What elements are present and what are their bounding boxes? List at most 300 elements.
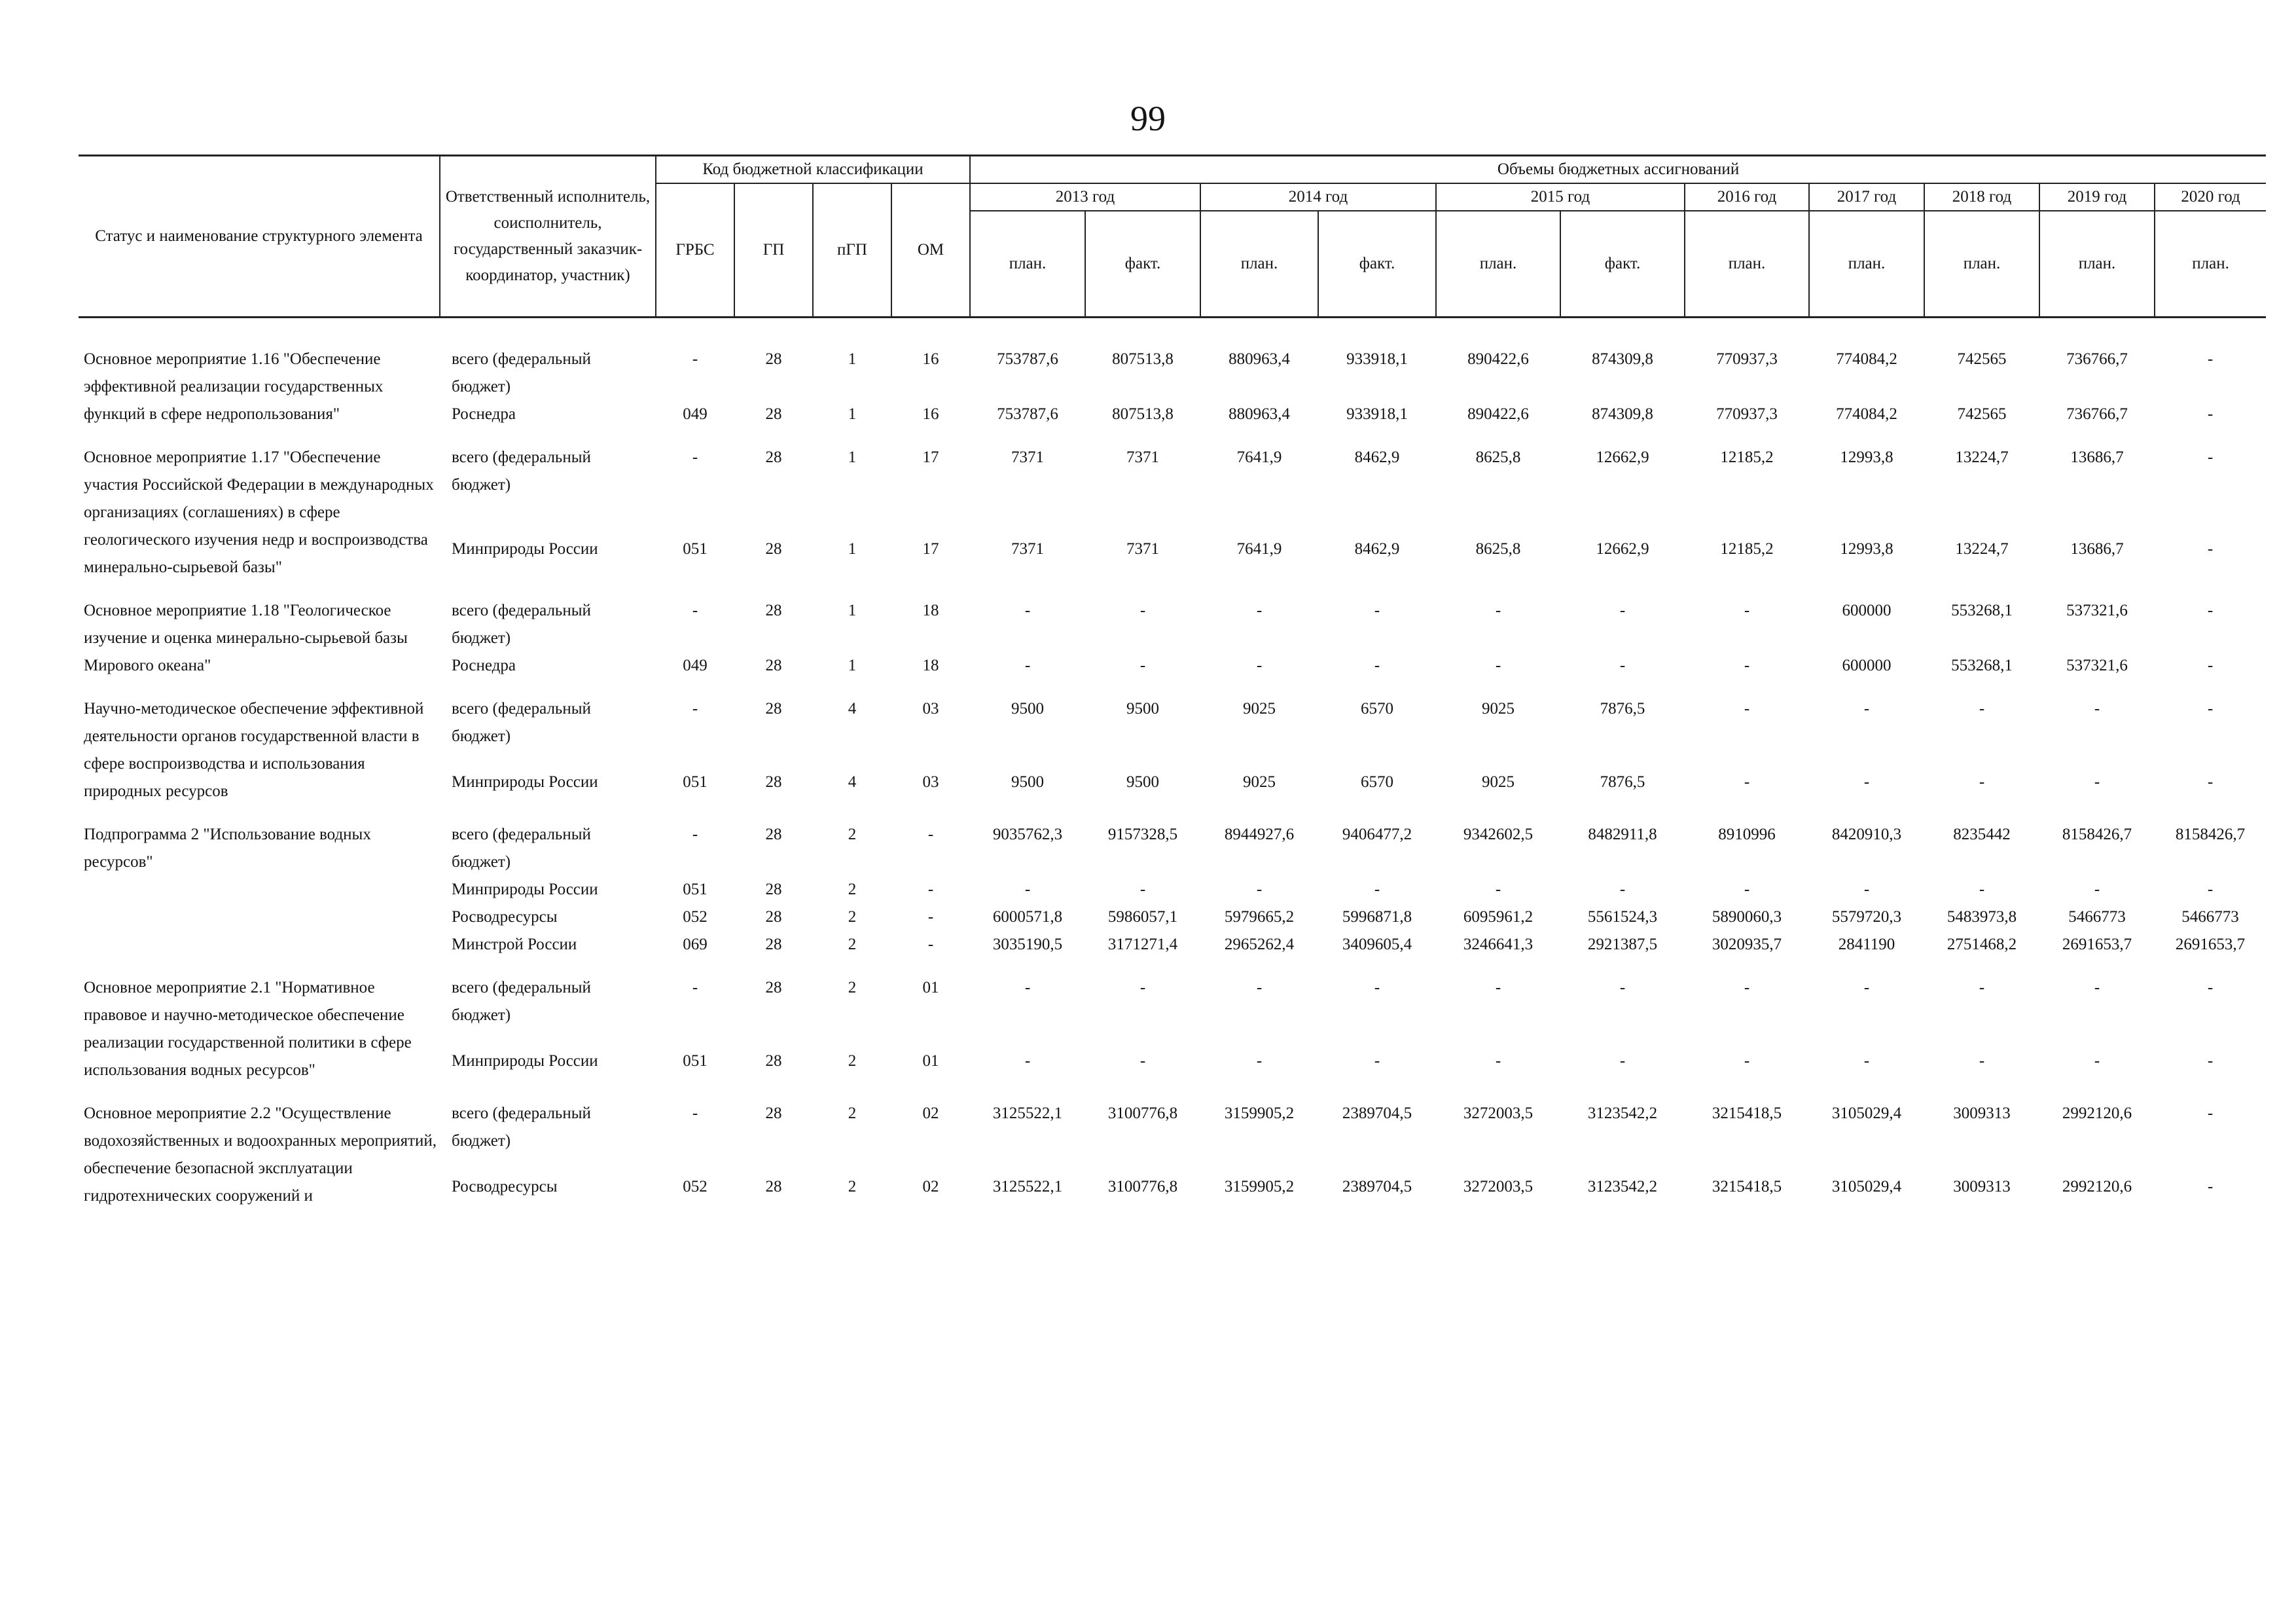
value-2013-plan: -: [1024, 657, 1031, 674]
spacer-cell: [79, 805, 2266, 821]
gp-cell: 28: [765, 700, 782, 718]
value-2014-fact: 3409605,4: [1342, 936, 1412, 953]
value-2014-plan: 9025: [1243, 773, 1276, 791]
value-2020-plan: -: [2207, 1178, 2214, 1195]
value-2013-fact: -: [1139, 657, 1146, 674]
value-2020-plan: 8158426,7: [2175, 826, 2246, 843]
value-2016-plan: 5890060,3: [1712, 908, 1782, 926]
responsible-cell: Росводресурсы: [452, 908, 558, 926]
value-2017-plan: 600000: [1842, 657, 1892, 674]
value-2014-plan: -: [1256, 602, 1263, 619]
value-2013-fact: 7371: [1126, 448, 1159, 466]
value-2016-plan: 12185,2: [1720, 448, 1774, 466]
group-spacer: [79, 428, 2266, 444]
value-2013-plan: 7371: [1011, 540, 1044, 558]
value-2018-plan: 8235442: [1953, 826, 2011, 843]
value-2015-plan: -: [1495, 602, 1501, 619]
value-2016-plan: 3020935,7: [1712, 936, 1782, 953]
value-2019-plan: 736766,7: [2066, 405, 2128, 423]
value-2014-fact: 6570: [1361, 700, 1393, 718]
table-row: [79, 821, 2266, 876]
group-spacer: [79, 680, 2266, 695]
header-fact: факт.: [1560, 211, 1685, 317]
value-2016-plan: -: [1744, 979, 1750, 996]
value-2014-plan: -: [1256, 881, 1263, 898]
gp-cell: 28: [765, 881, 782, 898]
gp-cell: 28: [765, 773, 782, 791]
gp-cell: 28: [765, 908, 782, 926]
om-cell: -: [927, 936, 934, 953]
value-2018-plan: 3009313: [1953, 1104, 2011, 1122]
value-2014-plan: 5979665,2: [1224, 908, 1295, 926]
value-2019-plan: 5466773: [2068, 908, 2126, 926]
value-2016-plan: -: [1744, 602, 1750, 619]
value-2013-plan: 9500: [1011, 773, 1044, 791]
value-2013-fact: 9157328,5: [1107, 826, 1178, 843]
value-2013-fact: 9500: [1126, 700, 1159, 718]
om-cell: 03: [922, 700, 939, 718]
om-cell: 03: [922, 773, 939, 791]
value-2020-plan: -: [2207, 350, 2214, 368]
om-cell: 01: [922, 979, 939, 996]
value-2017-plan: -: [1863, 979, 1870, 996]
value-2018-plan: 5483973,8: [1946, 908, 2017, 926]
header-year-2016: 2016 год: [1685, 183, 1809, 211]
responsible-cell: Роснедра: [452, 657, 516, 674]
element-name: Основное мероприятие 1.18 "Геологическое изучение и оценка минерально-сырьевой базы Мирового океана": [84, 602, 408, 674]
value-2018-plan: 2751468,2: [1946, 936, 2017, 953]
value-2014-fact: 6570: [1361, 773, 1393, 791]
value-2016-plan: 12185,2: [1720, 540, 1774, 558]
responsible-cell: всего (федеральный бюджет): [452, 448, 591, 494]
value-2017-plan: -: [1863, 700, 1870, 718]
header-plan: план.: [1685, 211, 1809, 317]
value-2020-plan: -: [2207, 405, 2214, 423]
pgp-cell: 4: [848, 773, 857, 791]
responsible-cell: всего (федеральный бюджет): [452, 826, 591, 871]
value-2019-plan: -: [2094, 979, 2100, 996]
om-cell: 02: [922, 1178, 939, 1195]
header-plan: план.: [1809, 211, 1924, 317]
page-number: 99: [1130, 99, 1166, 138]
grbs-cell: -: [692, 1104, 698, 1122]
value-2020-plan: -: [2207, 657, 2214, 674]
value-2018-plan: -: [1979, 700, 1985, 718]
value-2014-fact: 933918,1: [1346, 350, 1408, 368]
value-2017-plan: 600000: [1842, 602, 1892, 619]
value-2019-plan: 537321,6: [2066, 602, 2128, 619]
om-cell: 18: [922, 657, 939, 674]
pgp-cell: 1: [848, 540, 857, 558]
spacer-cell: [79, 958, 2266, 974]
header-plan: план.: [2155, 211, 2266, 317]
spacer-cell: [79, 1084, 2266, 1100]
grbs-cell: 052: [683, 908, 708, 926]
value-2013-plan: -: [1024, 881, 1031, 898]
value-2013-plan: 9035762,3: [992, 826, 1063, 843]
responsible-cell: всего (федеральный бюджет): [452, 1104, 591, 1150]
value-2015-fact: -: [1619, 657, 1626, 674]
value-2016-plan: 770937,3: [1716, 405, 1778, 423]
value-2015-plan: 3272003,5: [1463, 1104, 1534, 1122]
value-2014-plan: 880963,4: [1229, 405, 1290, 423]
responsible-cell: Минприроды России: [452, 773, 598, 791]
value-2020-plan: -: [2207, 773, 2214, 791]
value-2015-plan: 890422,6: [1467, 405, 1529, 423]
element-name: Основное мероприятие 2.1 "Нормативное правовое и научно-методическое обеспечение реализации государственной политики в сфере использования водных ресурсов": [84, 979, 412, 1079]
pgp-cell: 2: [848, 979, 857, 996]
table-row: [79, 695, 2266, 769]
group-spacer: [79, 581, 2266, 597]
grbs-cell: 051: [683, 540, 708, 558]
value-2020-plan: 5466773: [2181, 908, 2239, 926]
value-2020-plan: -: [2207, 881, 2214, 898]
responsible-cell: всего (федеральный бюджет): [452, 979, 591, 1024]
value-2016-plan: 8910996: [1718, 826, 1776, 843]
value-2014-fact: 9406477,2: [1342, 826, 1412, 843]
gp-cell: 28: [765, 1052, 782, 1070]
responsible-cell: всего (федеральный бюджет): [452, 602, 591, 647]
value-2013-fact: -: [1139, 602, 1146, 619]
value-2018-plan: -: [1979, 773, 1985, 791]
om-cell: 18: [922, 602, 939, 619]
gp-cell: 28: [765, 936, 782, 953]
table-row: [79, 444, 2266, 536]
budget-table-body: [79, 346, 2266, 1210]
element-name: Подпрограмма 2 "Использование водных ресурсов": [84, 826, 371, 871]
group-spacer: [79, 958, 2266, 974]
value-2014-plan: 8944927,6: [1224, 826, 1295, 843]
value-2015-fact: 3123542,2: [1587, 1104, 1658, 1122]
om-cell: -: [927, 908, 934, 926]
header-plan: план.: [1436, 211, 1560, 317]
value-2015-plan: 6095961,2: [1463, 908, 1534, 926]
value-2019-plan: -: [2094, 700, 2100, 718]
value-2019-plan: 2992120,6: [2062, 1178, 2132, 1195]
grbs-cell: 051: [683, 773, 708, 791]
group-spacer: [79, 1084, 2266, 1100]
value-2016-plan: -: [1744, 1052, 1750, 1070]
pgp-cell: 1: [848, 602, 857, 619]
value-2014-fact: -: [1374, 602, 1380, 619]
header-year-2019: 2019 год: [2039, 183, 2155, 211]
value-2020-plan: -: [2207, 700, 2214, 718]
value-2017-plan: 774084,2: [1836, 350, 1897, 368]
header-plan: план.: [1924, 211, 2039, 317]
grbs-cell: -: [692, 700, 698, 718]
value-2019-plan: -: [2094, 1052, 2100, 1070]
value-2013-fact: 807513,8: [1112, 350, 1174, 368]
value-2014-plan: -: [1256, 979, 1263, 996]
gp-cell: 28: [765, 826, 782, 843]
pgp-cell: 2: [848, 1178, 857, 1195]
value-2016-plan: -: [1744, 657, 1750, 674]
header-fact: факт.: [1318, 211, 1436, 317]
value-2013-plan: 9500: [1011, 700, 1044, 718]
value-2017-plan: 5579720,3: [1831, 908, 1902, 926]
value-2017-plan: 3105029,4: [1831, 1178, 1902, 1195]
value-2015-plan: -: [1495, 881, 1501, 898]
pgp-cell: 2: [848, 826, 857, 843]
value-2015-plan: -: [1495, 657, 1501, 674]
header-year-2018: 2018 год: [1924, 183, 2039, 211]
table-row: [79, 1100, 2266, 1173]
value-2019-plan: -: [2094, 881, 2100, 898]
value-2020-plan: -: [2207, 1104, 2214, 1122]
grbs-cell: 049: [683, 657, 708, 674]
value-2014-fact: 2389704,5: [1342, 1178, 1412, 1195]
value-2014-fact: -: [1374, 979, 1380, 996]
value-2015-fact: 8482911,8: [1588, 826, 1657, 843]
value-2019-plan: 13686,7: [2070, 540, 2124, 558]
value-2013-plan: -: [1024, 979, 1031, 996]
header-volumes: Объемы бюджетных ассигнований: [970, 156, 2266, 184]
value-2020-plan: -: [2207, 602, 2214, 619]
value-2016-plan: 3215418,5: [1712, 1104, 1782, 1122]
om-cell: 16: [922, 405, 939, 423]
value-2015-fact: 874309,8: [1592, 350, 1653, 368]
value-2020-plan: -: [2207, 540, 2214, 558]
value-2019-plan: 537321,6: [2066, 657, 2128, 674]
value-2019-plan: 8158426,7: [2062, 826, 2132, 843]
value-2017-plan: 12993,8: [1840, 448, 1893, 466]
value-2014-plan: 7641,9: [1236, 448, 1282, 466]
value-2015-plan: 8625,8: [1475, 448, 1521, 466]
value-2015-fact: 12662,9: [1596, 540, 1649, 558]
value-2020-plan: -: [2207, 448, 2214, 466]
value-2018-plan: 742565: [1957, 405, 2007, 423]
header-pgp: пГП: [813, 183, 891, 317]
responsible-cell: всего (федеральный бюджет): [452, 350, 591, 395]
value-2016-plan: 770937,3: [1716, 350, 1778, 368]
element-name: Основное мероприятие 1.17 "Обеспечение участия Российской Федерации в международных организациях (соглашениях) в сфере геологического изучения недр и воспроизводства минерально-сырьевой базы": [84, 448, 434, 576]
header-year-2013: 2013 год: [970, 183, 1200, 211]
value-2019-plan: 2992120,6: [2062, 1104, 2132, 1122]
value-2013-plan: 7371: [1011, 448, 1044, 466]
pgp-cell: 2: [848, 1104, 857, 1122]
value-2015-plan: 9025: [1482, 700, 1515, 718]
grbs-cell: 049: [683, 405, 708, 423]
value-2018-plan: 553268,1: [1951, 602, 2013, 619]
value-2015-fact: -: [1619, 602, 1626, 619]
grbs-cell: 052: [683, 1178, 708, 1195]
pgp-cell: 1: [848, 657, 857, 674]
value-2013-fact: 7371: [1126, 540, 1159, 558]
value-2015-plan: 3246641,3: [1463, 936, 1534, 953]
value-2014-plan: 2965262,4: [1224, 936, 1295, 953]
value-2013-plan: -: [1024, 1052, 1031, 1070]
pgp-cell: 4: [848, 700, 857, 718]
header-plan: план.: [2039, 211, 2155, 317]
om-cell: -: [927, 881, 934, 898]
value-2015-fact: 7876,5: [1600, 773, 1645, 791]
gp-cell: 28: [765, 448, 782, 466]
value-2015-fact: 5561524,3: [1587, 908, 1658, 926]
responsible-cell: Минприроды России: [452, 881, 598, 898]
value-2017-plan: 3105029,4: [1831, 1104, 1902, 1122]
header-year-2015: 2015 год: [1436, 183, 1685, 211]
grbs-cell: 051: [683, 881, 708, 898]
value-2013-plan: 6000571,8: [992, 908, 1063, 926]
spacer-cell: [79, 680, 2266, 695]
value-2014-plan: 880963,4: [1229, 350, 1290, 368]
value-2015-plan: 8625,8: [1475, 540, 1521, 558]
value-2015-plan: 9342602,5: [1463, 826, 1534, 843]
value-2015-fact: -: [1619, 979, 1626, 996]
value-2014-fact: -: [1374, 881, 1380, 898]
value-2015-fact: 12662,9: [1596, 448, 1649, 466]
value-2013-fact: -: [1139, 1052, 1146, 1070]
value-2015-fact: 874309,8: [1592, 405, 1653, 423]
grbs-cell: -: [692, 602, 698, 619]
value-2015-plan: 890422,6: [1467, 350, 1529, 368]
value-2017-plan: -: [1863, 1052, 1870, 1070]
value-2013-plan: -: [1024, 602, 1031, 619]
om-cell: 02: [922, 1104, 939, 1122]
value-2018-plan: 13224,7: [1955, 448, 2009, 466]
value-2013-plan: 3035190,5: [992, 936, 1063, 953]
value-2015-fact: -: [1619, 1052, 1626, 1070]
value-2014-plan: -: [1256, 657, 1263, 674]
value-2017-plan: 8420910,3: [1831, 826, 1902, 843]
value-2018-plan: -: [1979, 979, 1985, 996]
value-2013-plan: 3125522,1: [992, 1178, 1063, 1195]
header-fact: факт.: [1085, 211, 1200, 317]
value-2013-fact: 807513,8: [1112, 405, 1174, 423]
value-2019-plan: 13686,7: [2070, 448, 2124, 466]
header-om: ОМ: [891, 183, 970, 317]
header-plan: план.: [970, 211, 1085, 317]
value-2016-plan: -: [1744, 700, 1750, 718]
value-2013-fact: 3100776,8: [1107, 1104, 1178, 1122]
om-cell: 17: [922, 540, 939, 558]
value-2015-fact: 2921387,5: [1587, 936, 1658, 953]
spacer-cell: [79, 428, 2266, 444]
value-2013-fact: -: [1139, 881, 1146, 898]
pgp-cell: 1: [848, 448, 857, 466]
value-2016-plan: -: [1744, 773, 1750, 791]
header-year-2014: 2014 год: [1200, 183, 1436, 211]
pgp-cell: 2: [848, 881, 857, 898]
value-2013-fact: -: [1139, 979, 1146, 996]
gp-cell: 28: [765, 979, 782, 996]
grbs-cell: -: [692, 350, 698, 368]
value-2020-plan: 2691653,7: [2175, 936, 2246, 953]
element-name: Научно-методическое обеспечение эффективной деятельности органов государственной власти в сфере воспроизводства и использования природных ресурсов: [84, 700, 424, 800]
gp-cell: 28: [765, 350, 782, 368]
value-2014-fact: 933918,1: [1346, 405, 1408, 423]
header-gp: ГП: [734, 183, 813, 317]
grbs-cell: -: [692, 826, 698, 843]
responsible-cell: Роснедра: [452, 405, 516, 423]
pgp-cell: 2: [848, 936, 857, 953]
gp-cell: 28: [765, 602, 782, 619]
value-2018-plan: 13224,7: [1955, 540, 2009, 558]
value-2014-fact: 2389704,5: [1342, 1104, 1412, 1122]
value-2018-plan: 3009313: [1953, 1178, 2011, 1195]
value-2014-plan: 3159905,2: [1224, 1104, 1295, 1122]
value-2014-fact: 5996871,8: [1342, 908, 1412, 926]
pgp-cell: 2: [848, 1052, 857, 1070]
pgp-cell: 1: [848, 405, 857, 423]
value-2014-fact: 8462,9: [1354, 448, 1400, 466]
value-2014-fact: 8462,9: [1354, 540, 1400, 558]
responsible-cell: Минстрой России: [452, 936, 577, 953]
value-2016-plan: 3215418,5: [1712, 1178, 1782, 1195]
element-name: Основное мероприятие 1.16 "Обеспечение эффективной реализации государственных функций в сфере недропользования": [84, 350, 384, 423]
grbs-cell: 069: [683, 936, 708, 953]
value-2014-fact: -: [1374, 1052, 1380, 1070]
value-2013-fact: 9500: [1126, 773, 1159, 791]
value-2019-plan: 736766,7: [2066, 350, 2128, 368]
value-2014-plan: 7641,9: [1236, 540, 1282, 558]
value-2017-plan: -: [1863, 773, 1870, 791]
gp-cell: 28: [765, 1178, 782, 1195]
value-2017-plan: 2841190: [1838, 936, 1895, 953]
value-2013-plan: 753787,6: [997, 405, 1058, 423]
value-2013-fact: 3171271,4: [1107, 936, 1178, 953]
value-2013-plan: 753787,6: [997, 350, 1058, 368]
table-row: [79, 346, 2266, 401]
om-cell: 17: [922, 448, 939, 466]
om-cell: -: [927, 826, 934, 843]
responsible-cell: Минприроды России: [452, 1052, 598, 1070]
value-2014-fact: -: [1374, 657, 1380, 674]
gp-cell: 28: [765, 405, 782, 423]
value-2018-plan: 553268,1: [1951, 657, 2013, 674]
om-cell: 16: [922, 350, 939, 368]
value-2014-plan: 3159905,2: [1224, 1178, 1295, 1195]
header-year-2020: 2020 год: [2155, 183, 2266, 211]
value-2017-plan: 12993,8: [1840, 540, 1893, 558]
spacer-cell: [79, 581, 2266, 597]
value-2019-plan: -: [2094, 773, 2100, 791]
value-2017-plan: -: [1863, 881, 1870, 898]
value-2015-fact: 7876,5: [1600, 700, 1645, 718]
group-spacer: [79, 805, 2266, 821]
header-responsible: Ответственный исполнитель, соисполнитель, государственный заказчик-координатор, участник): [440, 156, 656, 318]
value-2015-fact: -: [1619, 881, 1626, 898]
element-name: Основное мероприятие 2.2 "Осуществление водохозяйственных и водоохранных мероприятий, обеспечение безопасной эксплуатации гидротехнических сооружений и: [84, 1104, 437, 1205]
value-2018-plan: 742565: [1957, 350, 2007, 368]
value-2013-fact: 3100776,8: [1107, 1178, 1178, 1195]
table-row: [79, 597, 2266, 652]
value-2018-plan: -: [1979, 881, 1985, 898]
header-plan: план.: [1200, 211, 1318, 317]
om-cell: 01: [922, 1052, 939, 1070]
pgp-cell: 2: [848, 908, 857, 926]
value-2015-plan: -: [1495, 979, 1501, 996]
value-2013-fact: 5986057,1: [1107, 908, 1178, 926]
gp-cell: 28: [765, 657, 782, 674]
value-2020-plan: -: [2207, 1052, 2214, 1070]
value-2013-plan: 3125522,1: [992, 1104, 1063, 1122]
value-2019-plan: 2691653,7: [2062, 936, 2132, 953]
value-2020-plan: -: [2207, 979, 2214, 996]
header-year-2017: 2017 год: [1809, 183, 1924, 211]
responsible-cell: Минприроды России: [452, 540, 598, 558]
responsible-cell: всего (федеральный бюджет): [452, 700, 591, 745]
grbs-cell: -: [692, 448, 698, 466]
header-budget-code: Код бюджетной классификации: [656, 156, 970, 184]
responsible-cell: Росводресурсы: [452, 1178, 558, 1195]
value-2015-plan: -: [1495, 1052, 1501, 1070]
grbs-cell: 051: [683, 1052, 708, 1070]
header-grbs: ГРБС: [656, 183, 734, 317]
gp-cell: 28: [765, 540, 782, 558]
value-2014-plan: -: [1256, 1052, 1263, 1070]
value-2017-plan: 774084,2: [1836, 405, 1897, 423]
